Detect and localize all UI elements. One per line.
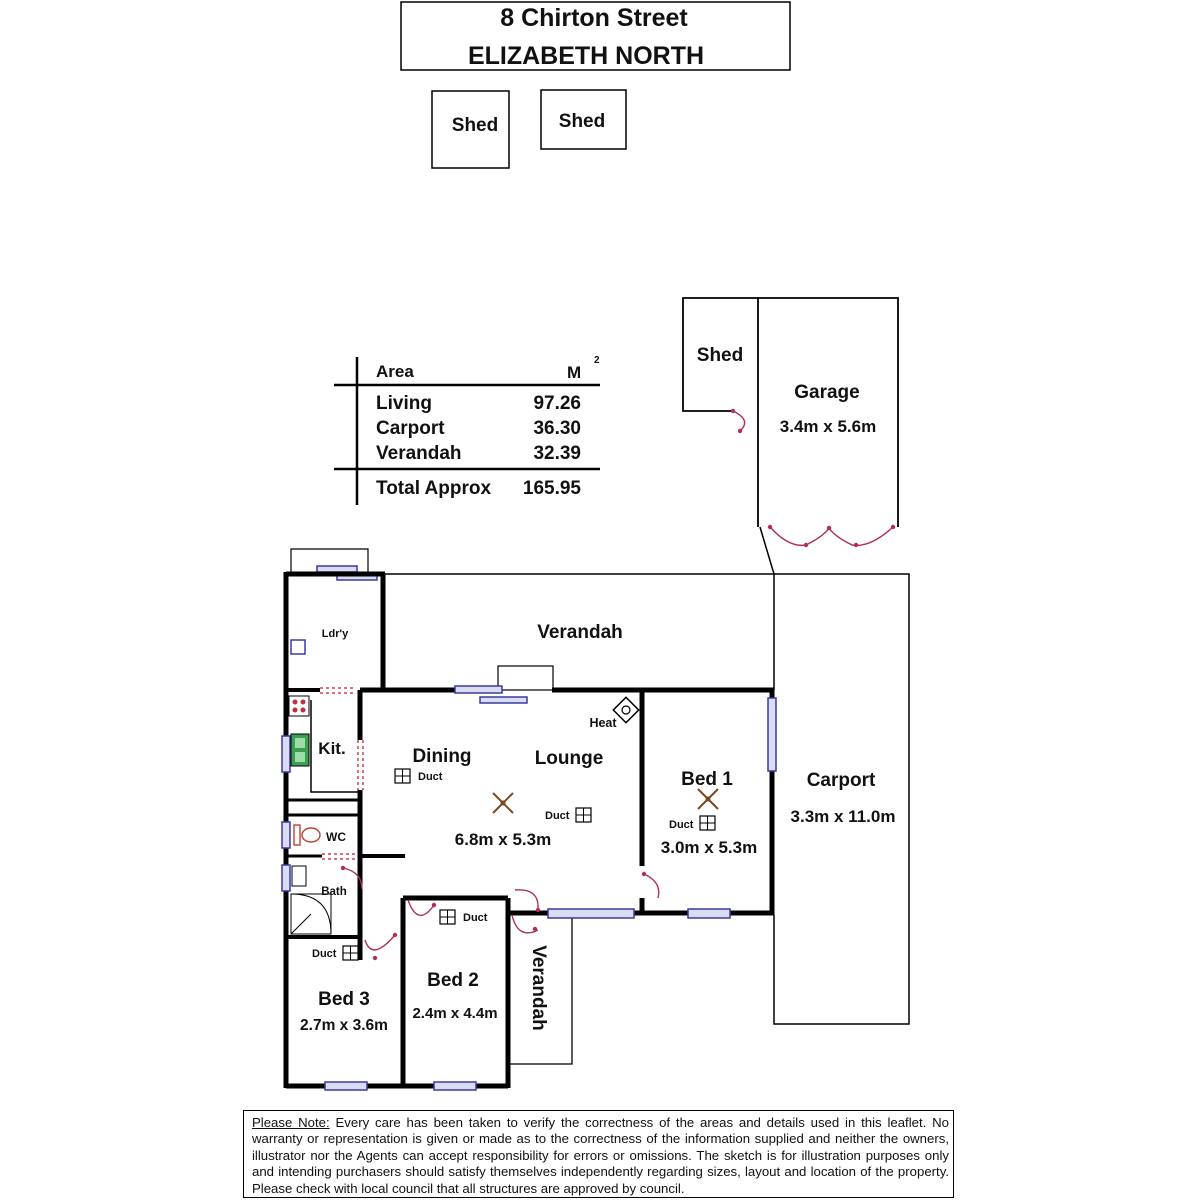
burner xyxy=(301,700,306,705)
door-hinge xyxy=(341,866,345,870)
ceiling-fan-icon xyxy=(698,789,718,809)
shed-top-right xyxy=(541,90,626,149)
bath-label: Bath xyxy=(321,886,347,898)
bed2-door xyxy=(408,900,434,915)
door-hinge xyxy=(373,956,377,960)
vanity-icon xyxy=(292,866,306,886)
area-row-label: Carport xyxy=(376,418,445,439)
bed1-label: Bed 1 xyxy=(681,769,733,790)
door-hinge xyxy=(738,429,742,433)
fan-hub xyxy=(501,801,506,806)
duct-label: Duct xyxy=(669,819,694,831)
area-row-value: 32.39 xyxy=(533,443,581,464)
title-street: 8 Chirton Street xyxy=(500,4,688,32)
disclaimer-text: Every care has been taken to verify the correctness of the areas and details used in this leaflet. No warranty or representation is given or made as to the correctness of the information supplied and neither the owners, illustrator nor the Agents can accept responsibility for errors or omissions. The sketch is for illustration purposes only and intending purchasers should satisfy themselves independently regarding sizes, layout and location of the property. Please check with local council that all structures are approved by council. xyxy=(252,1115,949,1196)
toilet-icon xyxy=(302,828,320,842)
rear-shed-label: Shed xyxy=(696,345,744,366)
sink-bowl xyxy=(295,738,305,748)
heater-icon xyxy=(613,697,638,722)
verandah-side xyxy=(508,915,572,1064)
garage-doors xyxy=(770,527,893,545)
door-hinge xyxy=(891,525,895,529)
bed2-size: 2.4m x 4.4m xyxy=(412,1005,498,1022)
door-hinge xyxy=(731,409,735,413)
kitchen-label: Kit. xyxy=(318,739,346,758)
door-hinge xyxy=(768,525,772,529)
burner xyxy=(301,708,306,713)
door-hinge xyxy=(432,903,436,907)
bed1-door xyxy=(644,874,659,898)
verandah-rear-label: Verandah xyxy=(537,622,623,643)
area-row-label: Living xyxy=(376,393,432,414)
area-table xyxy=(334,355,600,505)
garage-walls xyxy=(758,298,898,527)
window xyxy=(282,822,290,848)
shower-line xyxy=(291,914,311,934)
laundry-label: Ldr'y xyxy=(321,628,349,640)
burner xyxy=(293,708,298,713)
shed-top-left-label: Shed xyxy=(451,115,499,136)
heater-frame xyxy=(613,697,638,722)
window xyxy=(282,865,290,891)
duct-label: Duct xyxy=(418,771,443,783)
garage-size: 3.4m x 5.6m xyxy=(779,417,877,436)
door-hinge xyxy=(827,526,831,530)
area-row-label: Verandah xyxy=(376,443,462,464)
area-header-unit: M xyxy=(567,363,582,382)
laundry-window xyxy=(317,566,357,572)
fan-hub xyxy=(706,797,711,802)
cooktop-icon xyxy=(289,696,309,716)
laundry-tub xyxy=(291,640,305,654)
bed3-size: 2.7m x 3.6m xyxy=(300,1017,388,1034)
rear-shed-door xyxy=(733,411,745,431)
lounge-label: Lounge xyxy=(534,748,604,769)
door-hinge xyxy=(854,543,858,547)
dining-label: Dining xyxy=(412,746,472,767)
verandah-side-label: Verandah xyxy=(528,945,549,1031)
duct-icon xyxy=(576,808,591,822)
carport-size: 3.3m x 11.0m xyxy=(790,807,896,826)
wc-label: WC xyxy=(326,830,346,844)
door-hinge xyxy=(642,872,646,876)
duct-icon xyxy=(440,910,455,924)
window xyxy=(325,1082,367,1090)
shed-top-right-label: Shed xyxy=(558,111,606,132)
heat-label: Heat xyxy=(589,716,617,730)
area-total-label: Total Approx xyxy=(376,478,492,499)
window xyxy=(434,1082,476,1090)
bed2-label: Bed 2 xyxy=(427,970,479,991)
ceiling-fan-icon xyxy=(493,793,513,813)
window xyxy=(688,909,730,918)
area-header-label: Area xyxy=(376,362,414,381)
area-total-value: 165.95 xyxy=(522,478,581,499)
garage-link-line xyxy=(760,527,774,574)
title-suburb: ELIZABETH NORTH xyxy=(467,42,705,70)
burner xyxy=(293,700,298,705)
window xyxy=(548,909,634,918)
door-hinge xyxy=(804,543,808,547)
door-hinge xyxy=(393,933,397,937)
area-row-value: 97.26 xyxy=(533,393,581,414)
verandah-rear xyxy=(385,574,774,690)
rear-shed xyxy=(683,298,758,433)
bed1-size: 3.0m x 5.3m xyxy=(660,838,758,857)
door-hinge xyxy=(533,927,537,931)
living-size: 6.8m x 5.3m xyxy=(454,830,552,849)
window xyxy=(282,736,290,772)
carport-label: Carport xyxy=(806,770,876,791)
title-block xyxy=(401,2,790,70)
carport xyxy=(774,574,909,1024)
window xyxy=(480,697,527,703)
disclaimer-note xyxy=(243,1110,954,1198)
window xyxy=(455,686,502,693)
duct-label: Duct xyxy=(463,912,488,924)
toilet-cistern xyxy=(294,825,300,845)
disclaimer-lead: Please Note: xyxy=(252,1115,330,1130)
rear-step xyxy=(498,666,553,690)
window xyxy=(768,698,776,771)
side-door-2 xyxy=(515,890,538,910)
duct-label: Duct xyxy=(545,810,570,822)
carport-outline xyxy=(774,574,909,1024)
bed3-door xyxy=(365,935,395,950)
garage xyxy=(758,298,898,574)
duct-icon xyxy=(343,946,358,960)
shed-top-left xyxy=(432,91,509,168)
duct-label: Duct xyxy=(312,948,337,960)
duct-icon xyxy=(395,769,410,783)
sink-bowl xyxy=(295,752,305,762)
garage-label: Garage xyxy=(794,382,860,403)
bed3-label: Bed 3 xyxy=(318,989,370,1010)
area-header-unit-sup: 2 xyxy=(594,355,600,366)
duct-icon xyxy=(700,816,715,830)
door-hinge xyxy=(536,908,540,912)
area-row-value: 36.30 xyxy=(533,418,581,439)
